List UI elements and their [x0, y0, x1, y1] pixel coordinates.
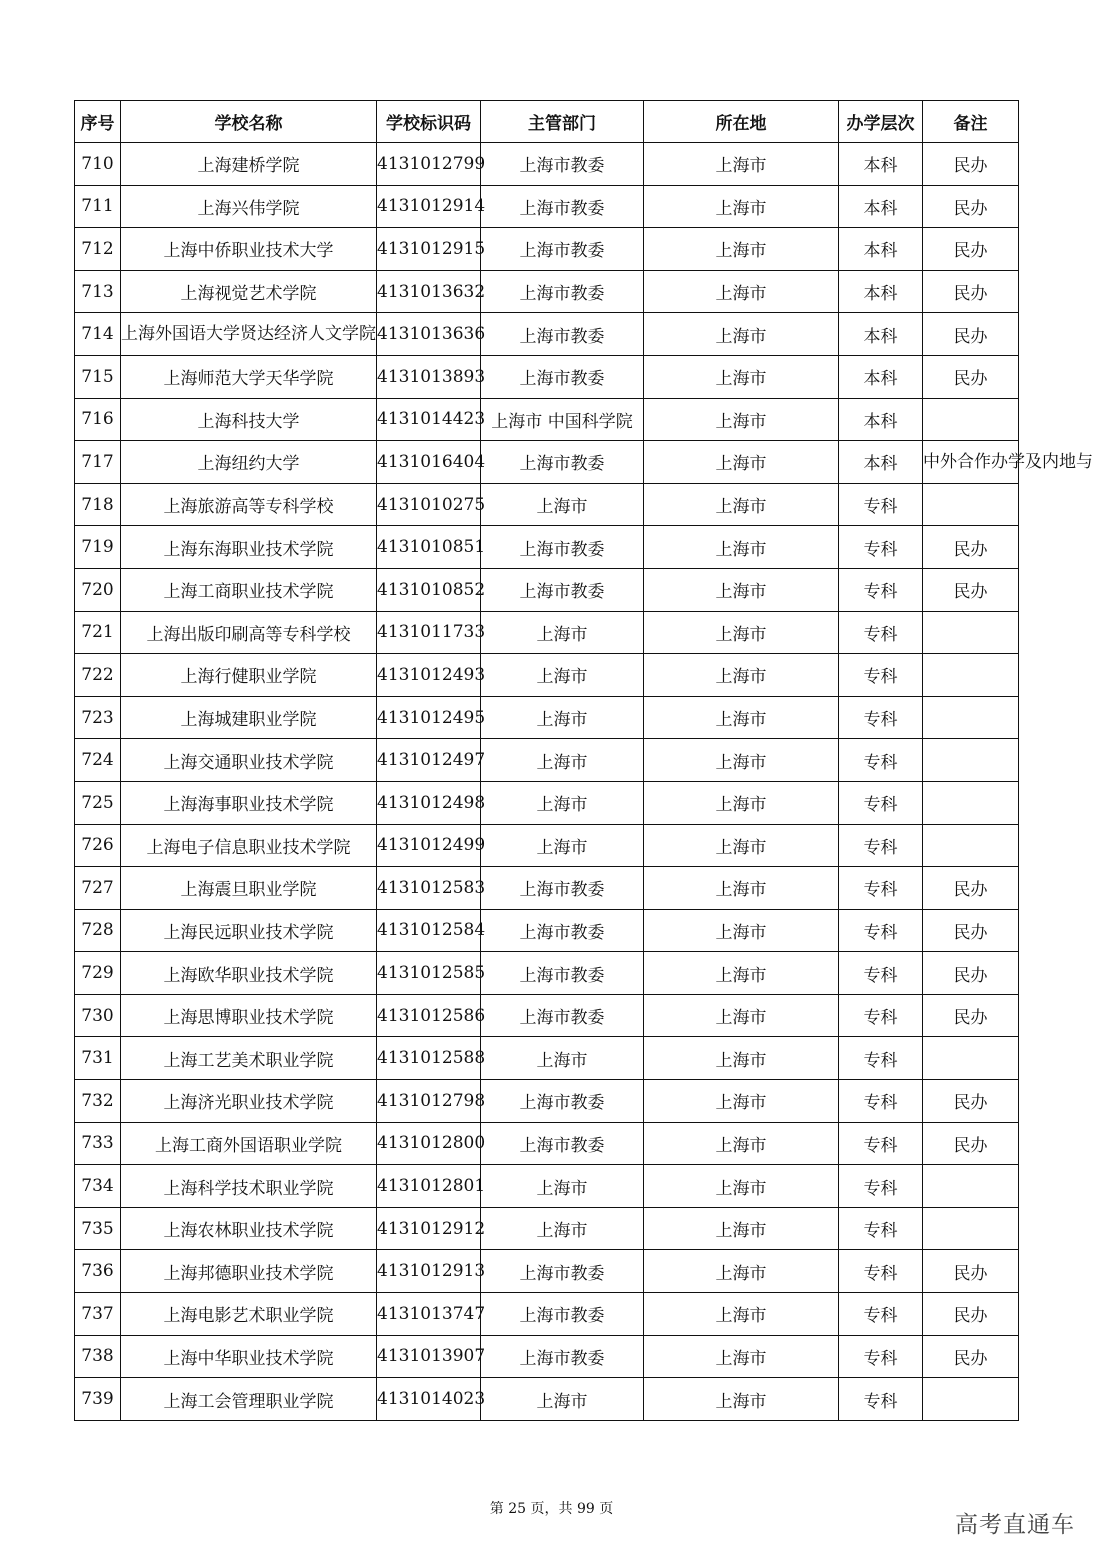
- cell-note: [923, 611, 1019, 654]
- cell-department: 上海市教委: [481, 441, 644, 484]
- cell-school-name: 上海电影艺术职业学院: [121, 1293, 377, 1336]
- cell-school-name: 上海城建职业学院: [121, 696, 377, 739]
- cell-note: [923, 1207, 1019, 1250]
- cell-note: [923, 824, 1019, 867]
- cell-school-name: 上海震旦职业学院: [121, 867, 377, 910]
- cell-note: 民办: [923, 355, 1019, 398]
- cell-location: 上海市: [644, 568, 839, 611]
- cell-school-code: 4131012915: [377, 228, 481, 271]
- cell-seq: 735: [75, 1207, 121, 1250]
- cell-note: 民办: [923, 313, 1019, 356]
- cell-seq: 718: [75, 483, 121, 526]
- table-row: [75, 1165, 1019, 1208]
- cell-seq: 712: [75, 228, 121, 271]
- cell-note: 民办: [923, 526, 1019, 569]
- table-row: [75, 1335, 1019, 1378]
- cell-school-code: 4131011733: [377, 611, 481, 654]
- cell-school-code: 4131012586: [377, 994, 481, 1037]
- cell-school-code: 4131012912: [377, 1207, 481, 1250]
- cell-department: 上海市: [481, 1207, 644, 1250]
- cell-school-code: 4131012801: [377, 1165, 481, 1208]
- table-row: [75, 270, 1019, 313]
- cell-location: 上海市: [644, 355, 839, 398]
- cell-school-name: 上海欧华职业技术学院: [121, 952, 377, 995]
- cell-seq: 721: [75, 611, 121, 654]
- cell-note: 民办: [923, 1335, 1019, 1378]
- cell-level: 本科: [839, 355, 923, 398]
- table-row: [75, 483, 1019, 526]
- cell-department: 上海市教委: [481, 526, 644, 569]
- cell-level: 专科: [839, 654, 923, 697]
- cell-school-code: 4131012798: [377, 1080, 481, 1123]
- cell-school-name: 上海纽约大学: [121, 441, 377, 484]
- table-row: [75, 654, 1019, 697]
- cell-school-code: 4131010852: [377, 568, 481, 611]
- table-row: [75, 441, 1019, 484]
- cell-note: [923, 398, 1019, 441]
- cell-level: 专科: [839, 611, 923, 654]
- cell-school-code: 4131012799: [377, 143, 481, 186]
- cell-department: 上海市: [481, 1037, 644, 1080]
- cell-department: 上海市教委: [481, 313, 644, 356]
- cell-location: 上海市: [644, 270, 839, 313]
- cell-note: 民办: [923, 1293, 1019, 1336]
- cell-level: 专科: [839, 1293, 923, 1336]
- header-seq: 序号: [75, 101, 121, 143]
- cell-location: 上海市: [644, 1378, 839, 1421]
- cell-department: 上海市教委: [481, 228, 644, 271]
- cell-school-name: 上海工艺美术职业学院: [121, 1037, 377, 1080]
- cell-department: 上海市: [481, 696, 644, 739]
- cell-school-code: 4131013893: [377, 355, 481, 398]
- table-row: [75, 1250, 1019, 1293]
- cell-location: 上海市: [644, 994, 839, 1037]
- cell-department: 上海市教委: [481, 568, 644, 611]
- cell-school-name: 上海工商职业技术学院: [121, 568, 377, 611]
- cell-level: 专科: [839, 824, 923, 867]
- cell-level: 本科: [839, 228, 923, 271]
- table-row: [75, 1080, 1019, 1123]
- cell-location: 上海市: [644, 185, 839, 228]
- table-row: [75, 781, 1019, 824]
- cell-seq: 729: [75, 952, 121, 995]
- cell-school-code: 4131012585: [377, 952, 481, 995]
- cell-seq: 711: [75, 185, 121, 228]
- cell-seq: 727: [75, 867, 121, 910]
- cell-school-code: 4131012913: [377, 1250, 481, 1293]
- cell-department: 上海市: [481, 1165, 644, 1208]
- cell-level: 专科: [839, 1335, 923, 1378]
- cell-seq: 734: [75, 1165, 121, 1208]
- cell-school-name: 上海交通职业技术学院: [121, 739, 377, 782]
- cell-school-name: 上海科学技术职业学院: [121, 1165, 377, 1208]
- cell-department: 上海市教委: [481, 1250, 644, 1293]
- cell-note: 中外合作办学及内地与: [923, 441, 1019, 484]
- table-header-row: [75, 101, 1019, 143]
- cell-department: 上海市教委: [481, 909, 644, 952]
- cell-school-code: 4131012800: [377, 1122, 481, 1165]
- cell-seq: 717: [75, 441, 121, 484]
- cell-school-code: 4131012584: [377, 909, 481, 952]
- cell-department: 上海市: [481, 611, 644, 654]
- cell-note: 民办: [923, 185, 1019, 228]
- cell-location: 上海市: [644, 1165, 839, 1208]
- cell-location: 上海市: [644, 696, 839, 739]
- table-row: [75, 143, 1019, 186]
- table-row: [75, 526, 1019, 569]
- cell-level: 专科: [839, 1037, 923, 1080]
- cell-note: 民办: [923, 1250, 1019, 1293]
- cell-level: 专科: [839, 739, 923, 782]
- cell-seq: 722: [75, 654, 121, 697]
- cell-seq: 723: [75, 696, 121, 739]
- cell-location: 上海市: [644, 483, 839, 526]
- cell-note: [923, 1037, 1019, 1080]
- cell-level: 专科: [839, 781, 923, 824]
- cell-note: 民办: [923, 867, 1019, 910]
- page-number: 第 25 页，共 99 页: [489, 1501, 614, 1517]
- table-row: [75, 1207, 1019, 1250]
- cell-level: 专科: [839, 1207, 923, 1250]
- cell-school-name: 上海济光职业技术学院: [121, 1080, 377, 1123]
- header-note: 备注: [923, 101, 1019, 143]
- cell-seq: 736: [75, 1250, 121, 1293]
- cell-seq: 731: [75, 1037, 121, 1080]
- cell-department: 上海市教委: [481, 355, 644, 398]
- cell-level: 专科: [839, 526, 923, 569]
- cell-department: 上海市教委: [481, 1122, 644, 1165]
- cell-school-code: 4131012499: [377, 824, 481, 867]
- cell-location: 上海市: [644, 1293, 839, 1336]
- cell-location: 上海市: [644, 1250, 839, 1293]
- cell-note: 民办: [923, 1122, 1019, 1165]
- cell-seq: 737: [75, 1293, 121, 1336]
- cell-location: 上海市: [644, 1207, 839, 1250]
- cell-school-name: 上海建桥学院: [121, 143, 377, 186]
- table-body: [75, 143, 1093, 1421]
- cell-school-name: 上海中华职业技术学院: [121, 1335, 377, 1378]
- cell-school-code: 4131012588: [377, 1037, 481, 1080]
- cell-location: 上海市: [644, 824, 839, 867]
- cell-location: 上海市: [644, 143, 839, 186]
- cell-department: 上海市教委: [481, 867, 644, 910]
- cell-department: 上海市教委: [481, 952, 644, 995]
- table-row: [75, 1037, 1019, 1080]
- cell-school-code: 4131013636: [377, 313, 481, 356]
- cell-location: 上海市: [644, 313, 839, 356]
- table-row: [75, 739, 1019, 782]
- cell-level: 专科: [839, 568, 923, 611]
- table-row: [75, 355, 1019, 398]
- cell-location: 上海市: [644, 952, 839, 995]
- cell-school-code: 4131012495: [377, 696, 481, 739]
- cell-school-name: 上海东海职业技术学院: [121, 526, 377, 569]
- cell-school-code: 4131014423: [377, 398, 481, 441]
- cell-school-name: 上海电子信息职业技术学院: [121, 824, 377, 867]
- cell-location: 上海市: [644, 1122, 839, 1165]
- cell-location: 上海市: [644, 398, 839, 441]
- cell-level: 专科: [839, 1378, 923, 1421]
- cell-location: 上海市: [644, 654, 839, 697]
- cell-department: 上海市教委: [481, 1293, 644, 1336]
- cell-department: 上海市: [481, 483, 644, 526]
- cell-school-name: 上海农林职业技术学院: [121, 1207, 377, 1250]
- cell-school-name: 上海兴伟学院: [121, 185, 377, 228]
- cell-level: 专科: [839, 867, 923, 910]
- cell-school-name: 上海视觉艺术学院: [121, 270, 377, 313]
- cell-location: 上海市: [644, 781, 839, 824]
- cell-note: [923, 1378, 1019, 1421]
- table-row: [75, 909, 1019, 952]
- cell-note: 民办: [923, 1080, 1019, 1123]
- cell-note: [923, 781, 1019, 824]
- cell-location: 上海市: [644, 1080, 839, 1123]
- table-row: [75, 228, 1019, 271]
- cell-school-code: 4131016404: [377, 441, 481, 484]
- cell-note: 民办: [923, 994, 1019, 1037]
- cell-location: 上海市: [644, 611, 839, 654]
- table-row: [75, 568, 1019, 611]
- cell-level: 本科: [839, 270, 923, 313]
- table-row: [75, 952, 1019, 995]
- header-school-name: 学校名称: [121, 101, 377, 143]
- table-row: [75, 1122, 1019, 1165]
- cell-school-code: 4131014023: [377, 1378, 481, 1421]
- cell-note: [923, 483, 1019, 526]
- table-row: [75, 611, 1019, 654]
- cell-school-name: 上海科技大学: [121, 398, 377, 441]
- cell-seq: 714: [75, 313, 121, 356]
- cell-note: 民办: [923, 270, 1019, 313]
- cell-seq: 732: [75, 1080, 121, 1123]
- cell-department: 上海市: [481, 654, 644, 697]
- cell-school-code: 4131013747: [377, 1293, 481, 1336]
- cell-location: 上海市: [644, 1335, 839, 1378]
- cell-location: 上海市: [644, 909, 839, 952]
- cell-school-code: 4131012497: [377, 739, 481, 782]
- cell-school-name: 上海思博职业技术学院: [121, 994, 377, 1037]
- cell-level: 专科: [839, 994, 923, 1037]
- table-row: [75, 1378, 1019, 1421]
- cell-school-code: 4131013632: [377, 270, 481, 313]
- cell-school-name: 上海邦德职业技术学院: [121, 1250, 377, 1293]
- cell-seq: 738: [75, 1335, 121, 1378]
- cell-seq: 724: [75, 739, 121, 782]
- cell-department: 上海市教委: [481, 143, 644, 186]
- cell-level: 专科: [839, 696, 923, 739]
- cell-level: 专科: [839, 1250, 923, 1293]
- cell-school-name: 上海外国语大学贤达经济人文学院: [121, 313, 377, 356]
- cell-note: [923, 1165, 1019, 1208]
- cell-seq: 725: [75, 781, 121, 824]
- cell-note: 民办: [923, 952, 1019, 995]
- cell-school-name: 上海中侨职业技术大学: [121, 228, 377, 271]
- cell-school-name: 上海师范大学天华学院: [121, 355, 377, 398]
- cell-department: 上海市教委: [481, 1080, 644, 1123]
- header-department: 主管部门: [481, 101, 644, 143]
- table-row: [75, 994, 1019, 1037]
- cell-department: 上海市 中国科学院: [481, 398, 644, 441]
- cell-location: 上海市: [644, 228, 839, 271]
- cell-school-code: 4131010851: [377, 526, 481, 569]
- cell-note: 民办: [923, 909, 1019, 952]
- cell-level: 本科: [839, 313, 923, 356]
- cell-level: 本科: [839, 143, 923, 186]
- table-row: [75, 398, 1019, 441]
- cell-location: 上海市: [644, 739, 839, 782]
- cell-seq: 713: [75, 270, 121, 313]
- cell-seq: 726: [75, 824, 121, 867]
- cell-level: 专科: [839, 909, 923, 952]
- cell-school-code: 4131012583: [377, 867, 481, 910]
- table-row: [75, 313, 1019, 356]
- header-level: 办学层次: [839, 101, 923, 143]
- cell-level: 专科: [839, 1165, 923, 1208]
- cell-note: [923, 696, 1019, 739]
- cell-department: 上海市: [481, 824, 644, 867]
- cell-school-name: 上海旅游高等专科学校: [121, 483, 377, 526]
- cell-department: 上海市教委: [481, 185, 644, 228]
- cell-school-name: 上海民远职业技术学院: [121, 909, 377, 952]
- table-row: [75, 824, 1019, 867]
- cell-level: 专科: [839, 1122, 923, 1165]
- cell-seq: 720: [75, 568, 121, 611]
- cell-school-code: 4131013907: [377, 1335, 481, 1378]
- cell-level: 本科: [839, 185, 923, 228]
- cell-school-code: 4131012914: [377, 185, 481, 228]
- cell-school-name: 上海工会管理职业学院: [121, 1378, 377, 1421]
- cell-school-name: 上海出版印刷高等专科学校: [121, 611, 377, 654]
- cell-level: 专科: [839, 952, 923, 995]
- cell-location: 上海市: [644, 441, 839, 484]
- cell-level: 本科: [839, 441, 923, 484]
- cell-school-code: 4131012493: [377, 654, 481, 697]
- table-row: [75, 867, 1019, 910]
- table-row: [75, 185, 1019, 228]
- cell-level: 专科: [839, 1080, 923, 1123]
- cell-location: 上海市: [644, 1037, 839, 1080]
- cell-level: 专科: [839, 483, 923, 526]
- cell-school-code: 4131012498: [377, 781, 481, 824]
- table-row: [75, 1293, 1019, 1336]
- cell-level: 本科: [839, 398, 923, 441]
- cell-school-name: 上海工商外国语职业学院: [121, 1122, 377, 1165]
- cell-school-name: 上海行健职业学院: [121, 654, 377, 697]
- cell-department: 上海市教委: [481, 1335, 644, 1378]
- cell-seq: 710: [75, 143, 121, 186]
- cell-seq: 739: [75, 1378, 121, 1421]
- cell-seq: 733: [75, 1122, 121, 1165]
- cell-seq: 730: [75, 994, 121, 1037]
- header-school-code: 学校标识码: [377, 101, 481, 143]
- cell-department: 上海市教委: [481, 270, 644, 313]
- cell-department: 上海市: [481, 739, 644, 782]
- cell-seq: 715: [75, 355, 121, 398]
- cell-school-name: 上海海事职业技术学院: [121, 781, 377, 824]
- cell-note: [923, 739, 1019, 782]
- cell-note: [923, 654, 1019, 697]
- header-location: 所在地: [644, 101, 839, 143]
- cell-location: 上海市: [644, 867, 839, 910]
- cell-school-code: 4131010275: [377, 483, 481, 526]
- table-row: [75, 696, 1019, 739]
- cell-seq: 728: [75, 909, 121, 952]
- schools-table: [74, 100, 1093, 1421]
- cell-department: 上海市: [481, 781, 644, 824]
- cell-seq: 719: [75, 526, 121, 569]
- cell-seq: 716: [75, 398, 121, 441]
- cell-department: 上海市: [481, 1378, 644, 1421]
- cell-note: 民办: [923, 568, 1019, 611]
- cell-note: 民办: [923, 143, 1019, 186]
- cell-department: 上海市教委: [481, 994, 644, 1037]
- cell-note: 民办: [923, 228, 1019, 271]
- cell-location: 上海市: [644, 526, 839, 569]
- watermark-text: 高考直通车: [955, 1512, 1075, 1538]
